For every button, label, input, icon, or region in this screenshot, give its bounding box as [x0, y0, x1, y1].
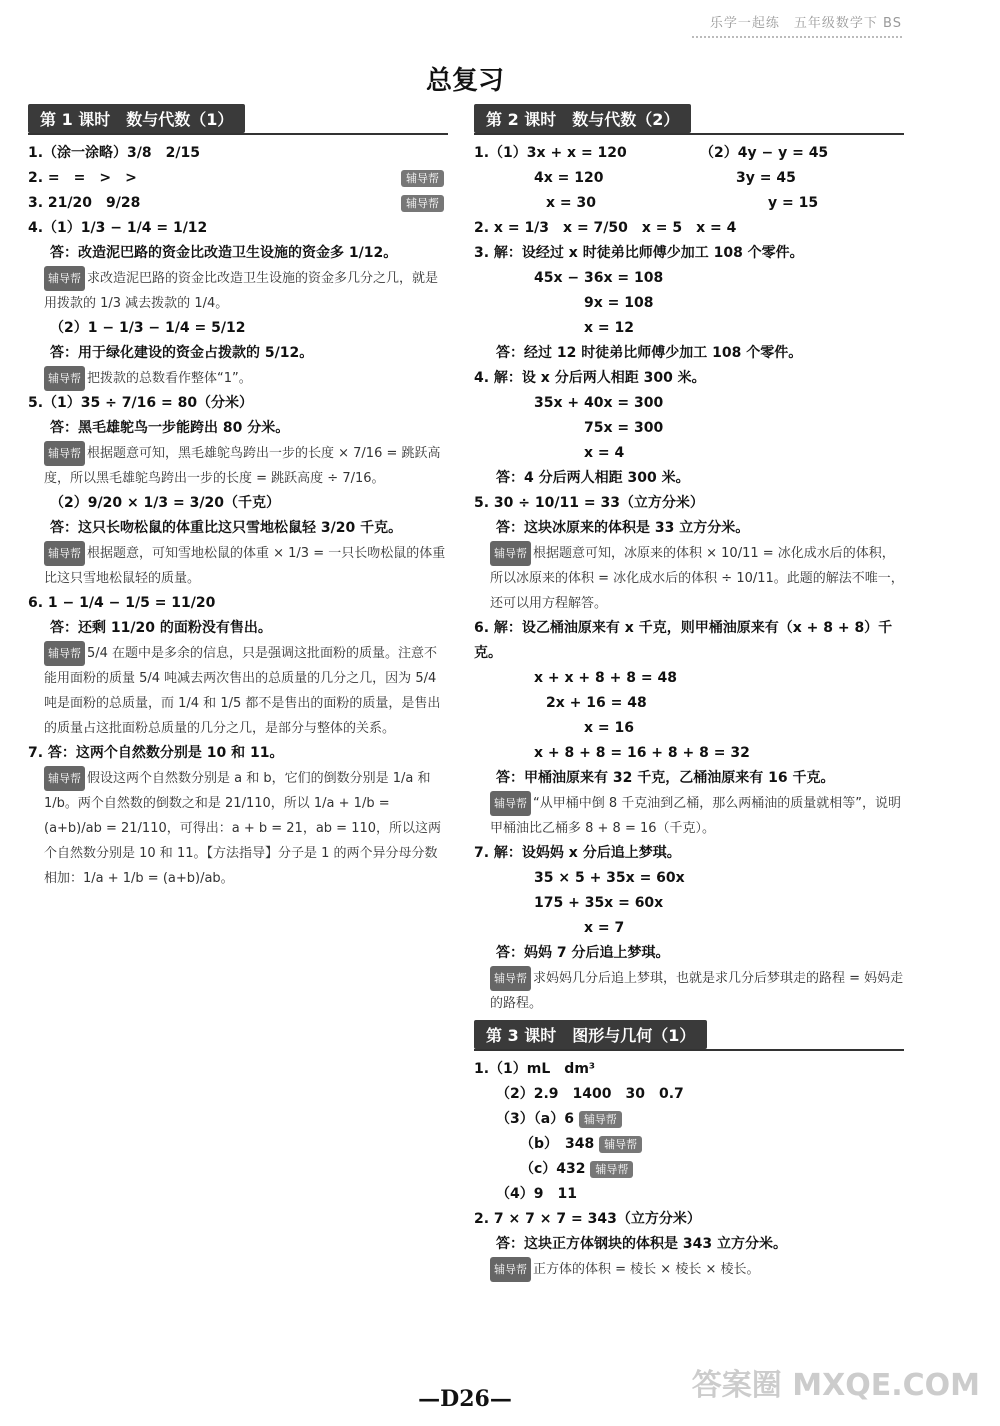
- helper-tag[interactable]: 辅导帮: [490, 541, 531, 566]
- helper-tag[interactable]: 辅导帮: [44, 641, 85, 666]
- answer-r4: 4. 解：设 x 分后两人相距 300 米。: [474, 370, 706, 386]
- geometry-1-2: （2）2.9 1400 30 0.7: [496, 1086, 684, 1102]
- answer-4-1-statement: 答：改造泥巴路的资金比改造卫生设施的资金多 1/12。: [50, 245, 398, 261]
- lesson-2-title: 第 2 课时 数与代数（2）: [474, 104, 691, 133]
- helper-tag[interactable]: 辅导帮: [490, 966, 531, 991]
- equation-step: x = 4: [584, 445, 625, 461]
- series-name: 乐学一起练: [709, 16, 780, 31]
- header-divider: [692, 36, 902, 38]
- grade-label: 五年级数学下 BS: [793, 16, 902, 31]
- helper-note: 辅导帮 把拨款的总数看作整体“1”。: [28, 366, 448, 391]
- geometry-1-4: （4）9 11: [496, 1186, 577, 1202]
- answer-r7: 7. 解：设妈妈 x 分后追上梦琪。: [474, 845, 681, 861]
- helper-tag[interactable]: 辅导帮: [44, 541, 85, 566]
- geometry-1-3: （3）（a）6 辅导帮: [474, 1107, 904, 1132]
- answer-5-2-statement: 答：这只长吻松鼠的体重比这只雪地松鼠轻 3/20 千克。: [50, 520, 403, 536]
- equation-step: x = 12: [584, 320, 634, 336]
- lesson-1-header: [28, 104, 448, 135]
- helper-note: 辅导帮 正方体的体积 = 棱长 × 棱长 × 棱长。: [474, 1257, 904, 1282]
- answer-r3: 3. 解：设经过 x 时徒弟比师傅少加工 108 个零件。: [474, 245, 804, 261]
- helper-note: 辅导帮 求改造泥巴路的资金比改造卫生设施的资金多几分之几，就是用拨款的 1/3 减去拨款的 1/4。: [28, 266, 448, 316]
- answer-6-statement: 答：还剩 11/20 的面粉没有售出。: [50, 620, 272, 636]
- answer-r3-statement: 答：经过 12 时徒弟比师傅少加工 108 个零件。: [496, 345, 803, 361]
- answer-r5-statement: 答：这块冰原来的体积是 33 立方分米。: [496, 520, 750, 536]
- answer-6: 6. 1 − 1/4 − 1/5 = 11/20: [28, 595, 216, 611]
- answer-r1-line3: x = 30 y = 15: [546, 195, 819, 211]
- geometry-1-3b: （b） 348 辅导帮: [474, 1132, 904, 1157]
- answer-r1-line2: 4x = 120 3y = 45: [534, 170, 796, 186]
- geometry-1-3c: （c）432 辅导帮: [474, 1157, 904, 1182]
- lesson-2-header: [474, 104, 904, 135]
- helper-button[interactable]: 辅导帮: [590, 1161, 633, 1178]
- equation-step: 35 × 5 + 35x = 60x: [534, 870, 685, 886]
- equation-step: x + 8 + 8 = 16 + 8 + 8 = 32: [534, 745, 750, 761]
- answer-r6: 6. 解：设乙桶油原来有 x 千克，则甲桶油原来有（x + 8 + 8）千克。: [474, 620, 893, 661]
- page-title: 总复习: [425, 66, 504, 96]
- answer-3: 3. 21/20 9/28 辅导帮: [28, 191, 448, 216]
- helper-note: 辅导帮 “从甲桶中倒 8 千克油到乙桶，那么两桶油的质量就相等”，说明甲桶油比乙桶多 8 + 8 = 16（千克）。: [474, 791, 904, 841]
- answer-1: 1.（涂一涂略）3/8 2/15: [28, 145, 200, 161]
- helper-tag[interactable]: 辅导帮: [44, 266, 85, 291]
- equation-step: 75x = 300: [584, 420, 664, 436]
- answer-7: 7. 答：这两个自然数分别是 10 和 11。: [28, 745, 284, 761]
- answer-r6-statement: 答：甲桶油原来有 32 千克，乙桶油原来有 16 千克。: [496, 770, 835, 786]
- answer-2: 2. = = > > 辅导帮: [28, 166, 448, 191]
- helper-tag[interactable]: 辅导帮: [44, 366, 85, 391]
- helper-button[interactable]: 辅导帮: [401, 195, 444, 212]
- answer-r2: 2. x = 1/3 x = 7/50 x = 5 x = 4: [474, 220, 737, 236]
- answer-5-2: （2）9/20 × 1/3 = 3/20（千克）: [50, 495, 280, 511]
- equation-step: x + x + 8 + 8 = 48: [534, 670, 677, 686]
- equation-step: 2x + 16 = 48: [546, 695, 647, 711]
- equation-step: 45x − 36x = 108: [534, 270, 664, 286]
- helper-note: 辅导帮 根据题意，可知雪地松鼠的体重 × 1/3 = 一只长吻松鼠的体重比这只雪地松鼠轻的质量。: [28, 541, 448, 591]
- left-column: [28, 104, 448, 891]
- answer-r7-statement: 答：妈妈 7 分后追上梦琪。: [496, 945, 670, 961]
- equation-step: 35x + 40x = 300: [534, 395, 664, 411]
- page-number: —D26—: [418, 1386, 512, 1412]
- right-column: [474, 104, 904, 1282]
- helper-button[interactable]: 辅导帮: [401, 170, 444, 187]
- answer-r4-statement: 答：4 分后两人相距 300 米。: [496, 470, 690, 486]
- equation-step: 9x = 108: [584, 295, 654, 311]
- answer-4-2-statement: 答：用于绿化建设的资金占拨款的 5/12。: [50, 345, 314, 361]
- answer-4-1: 4.（1）1/3 − 1/4 = 1/12: [28, 220, 208, 236]
- helper-tag[interactable]: 辅导帮: [490, 791, 531, 816]
- equation-step: x = 7: [584, 920, 625, 936]
- lesson-3-header: [474, 1020, 904, 1051]
- equation-step: x = 16: [584, 720, 634, 736]
- helper-tag[interactable]: 辅导帮: [44, 441, 85, 466]
- answer-r1-line1: 1.（1）3x + x = 120 （2）4y − y = 45: [474, 145, 829, 161]
- helper-note: 辅导帮 根据题意可知，黑毛雄鸵鸟跨出一步的长度 × 7/16 = 跳跃高度，所以黑毛雄鸵鸟跨出一步的长度 = 跳跃高度 ÷ 7/16。: [28, 441, 448, 491]
- equation-step: 175 + 35x = 60x: [534, 895, 664, 911]
- helper-tag[interactable]: 辅导帮: [490, 1257, 531, 1282]
- lesson-3-title: 第 3 课时 图形与几何（1）: [474, 1020, 707, 1049]
- geometry-2: 2. 7 × 7 × 7 = 343（立方分米）: [474, 1211, 701, 1227]
- helper-note: 辅导帮 求妈妈几分后追上梦琪，也就是求几分后梦琪走的路程 = 妈妈走的路程。: [474, 966, 904, 1016]
- answer-r5: 5. 30 ÷ 10/11 = 33（立方分米）: [474, 495, 704, 511]
- answer-5-1: 5.（1）35 ÷ 7/16 = 80（分米）: [28, 395, 254, 411]
- helper-note: 辅导帮 根据题意可知，冰原来的体积 × 10/11 = 冰化成水后的体积，所以冰原来的体积 = 冰化成水后的体积 ÷ 10/11。此题的解法不唯一，还可以用方程解答。: [474, 541, 904, 616]
- lesson-1-title: 第 1 课时 数与代数（1）: [28, 104, 245, 133]
- geometry-1-1: 1.（1）mL dm³: [474, 1061, 596, 1077]
- geometry-2-statement: 答：这块正方体钢块的体积是 343 立方分米。: [496, 1236, 787, 1252]
- running-header: [710, 12, 902, 31]
- helper-button[interactable]: 辅导帮: [579, 1111, 622, 1128]
- watermark: 答案圈 MXQE.COM: [691, 1368, 980, 1403]
- helper-note: 辅导帮 假设这两个自然数分别是 a 和 b，它们的倒数分别是 1/a 和 1/b。两个自然数的倒数之和是 21/110，所以 1/a + 1/b = (a+b)/ab = 21/110，可得出：a + b = 21，ab = 110，所以这两个自然数分别是 10 和 11。【方法指导】分子是 1 的两个异分母分数相加：1/a + 1/b = (a+b)/ab。: [28, 766, 448, 891]
- helper-tag[interactable]: 辅导帮: [44, 766, 85, 791]
- answer-5-1-statement: 答：黑毛雄鸵鸟一步能跨出 80 分米。: [50, 420, 290, 436]
- helper-note: 辅导帮 5/4 在题中是多余的信息，只是强调这批面粉的质量。注意不能用面粉的质量 5/4 吨减去两次售出的总质量的几分之几，因为 5/4 吨是面粉的总质量，而 1/4 和 1/5 都不是售出的面粉的质量，是售出的质量占这批面粉总质量的几分之几，是部分与整体的关系。: [28, 641, 448, 741]
- helper-button[interactable]: 辅导帮: [599, 1136, 642, 1153]
- answer-4-2: （2）1 − 1/3 − 1/4 = 5/12: [50, 320, 246, 336]
